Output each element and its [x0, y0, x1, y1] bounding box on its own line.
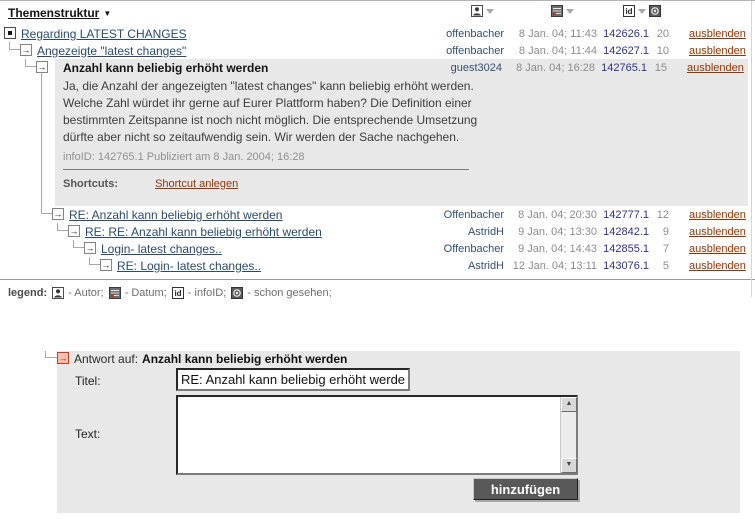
thread-title-link[interactable]: Regarding LATEST CHANGES: [21, 26, 187, 41]
ausblenden-link[interactable]: ausblenden: [687, 61, 744, 74]
tree-node-arrow-icon[interactable]: [84, 242, 96, 254]
titel-input[interactable]: [176, 368, 410, 391]
caret-down-icon: [99, 6, 111, 20]
divider: [0, 279, 755, 280]
hide-action-cell: [689, 243, 749, 255]
titel-label: Titel:: [75, 374, 101, 388]
info-id: 142627.1: [603, 44, 649, 57]
ausblenden-link[interactable]: ausblenden: [689, 208, 746, 221]
legend-bar: [8, 287, 755, 299]
author-icon: [52, 287, 64, 299]
table-row: [0, 206, 755, 223]
tree-node-arrow-icon[interactable]: [36, 61, 48, 73]
info-id: 142765.1: [601, 61, 647, 74]
row-meta-columns: [420, 260, 749, 272]
reply-arrow-icon: [57, 352, 69, 364]
reply-form-panel: [57, 351, 740, 513]
hide-action-cell: [689, 226, 749, 238]
text-label: Text:: [75, 427, 101, 441]
scrollbar[interactable]: [560, 397, 576, 473]
id-icon: [623, 5, 635, 17]
legend-item: [231, 287, 331, 299]
table-row: [0, 25, 755, 42]
post-date: 8 Jan. 04; 16:28: [516, 61, 595, 74]
expanded-post-title: Anzahl kann beliebig erhöht werden: [63, 60, 269, 75]
tree-connector-line: [25, 59, 36, 67]
post-body-text: Ja, die Anzahl der angezeigten "latest changes" kann beliebig erhöht werden. Welche Zahl würdet ihr gerne auf Eurer Plattform haben? Die Definition einer bestimmten Zeitspanne ist noch nicht möglich. Die entsprechende Umsetzung dürfte aber nicht so zeitaufwendig sein. Wir werden der Sache nachgehen.: [63, 79, 478, 144]
author-name: offenbacher: [446, 44, 504, 57]
info-id: 142855.1: [603, 242, 649, 255]
thread-tree-top: [0, 25, 755, 59]
ausblenden-link[interactable]: ausblenden: [689, 27, 746, 40]
author-icon: [471, 5, 483, 17]
legend-item: [172, 287, 227, 299]
post-date: 8 Jan. 04; 11:43: [518, 27, 597, 40]
hinzufuegen-button[interactable]: hinzufügen: [473, 478, 578, 500]
reply-target-title: Anzahl kann beliebig erhöht werden: [142, 352, 348, 366]
tree-connector-line: [89, 257, 100, 265]
table-row: [0, 257, 755, 274]
scroll-down-icon[interactable]: ▼: [561, 458, 577, 473]
table-row: [0, 223, 755, 240]
tree-connector-line: [41, 206, 52, 214]
shortcuts-row: [63, 178, 748, 190]
date-icon: [109, 287, 121, 299]
seen-count: 5: [662, 259, 669, 272]
info-id: 143076.1: [603, 259, 649, 272]
date-icon: [551, 5, 563, 17]
seen-icon: [649, 5, 661, 17]
info-id: 142842.1: [603, 225, 649, 238]
legend-item: [109, 287, 167, 299]
hide-action-cell: [689, 45, 749, 57]
info-id: 142777.1: [603, 208, 649, 221]
divider: [63, 169, 469, 170]
table-row: [0, 240, 755, 257]
sort-down-icon: [638, 9, 646, 14]
ausblenden-link[interactable]: ausblenden: [689, 259, 746, 272]
author-name: Offenbacher: [443, 242, 504, 255]
tree-vertical-line: [41, 73, 42, 206]
author-name: Offenbacher: [443, 208, 504, 221]
seen-icon: [231, 287, 243, 299]
hide-action-cell: [689, 260, 749, 272]
thread-title-link[interactable]: RE: RE: Anzahl kann beliebig erhöht werden: [85, 224, 322, 239]
post-date: 8 Jan. 04; 11:44: [518, 44, 597, 57]
thread-title-link[interactable]: Login- latest changes..: [101, 241, 222, 256]
seen-count: 20: [656, 27, 669, 40]
hide-action-cell: [689, 209, 749, 221]
expanded-post-section: [0, 59, 755, 206]
thread-title-link[interactable]: RE: Login- latest changes..: [117, 258, 262, 273]
legend-item-text: - Autor;: [68, 287, 104, 299]
tree-node-arrow-icon[interactable]: [68, 225, 80, 237]
ausblenden-link[interactable]: ausblenden: [689, 242, 746, 255]
tree-connector-line: [45, 351, 57, 358]
svg-text:id: id: [174, 289, 182, 298]
shortcuts-label: Shortcuts:: [63, 178, 118, 190]
seen-count: 7: [662, 242, 669, 255]
sort-by-author-header[interactable]: [471, 5, 494, 17]
row-meta-columns: [420, 45, 749, 57]
thread-title-link[interactable]: Angezeigte "latest changes": [37, 43, 187, 58]
post-date: 9 Jan. 04; 14:43: [518, 242, 597, 255]
tree-root-icon[interactable]: [4, 27, 16, 39]
author-name: offenbacher: [446, 27, 504, 40]
info-id: 142626.1: [603, 27, 649, 40]
tree-connector-line: [57, 223, 68, 231]
expanded-post-panel: [55, 59, 748, 206]
seen-count: 10: [656, 44, 669, 57]
tree-connector-line: [73, 240, 84, 248]
ausblenden-link[interactable]: ausblenden: [689, 44, 746, 57]
seen-count: 15: [654, 61, 667, 74]
text-area-frame: [176, 395, 578, 475]
post-meta-line: infoID: 142765.1 Publiziert am 8 Jan. 2004; 16:28: [63, 151, 305, 163]
svg-text:id: id: [625, 7, 633, 16]
sort-down-icon: [566, 9, 574, 14]
tree-node-arrow-icon[interactable]: [20, 44, 32, 56]
ausblenden-link[interactable]: ausblenden: [689, 225, 746, 238]
seen-count: 9: [662, 225, 669, 238]
themenstruktur-menu[interactable]: Themenstruktur ▼: [8, 6, 111, 20]
author-name: AstridH: [467, 259, 504, 272]
thread-tree-replies: [0, 206, 755, 274]
expanded-post-header-row: [55, 59, 748, 76]
row-meta-columns: [420, 28, 749, 40]
sort-down-icon: [486, 9, 494, 14]
legend-item-text: - schon gesehen;: [247, 287, 332, 299]
seen-count: 12: [656, 208, 669, 221]
legend-label: legend:: [8, 287, 48, 299]
legend-item-text: - infoID;: [187, 287, 227, 299]
row-meta-columns: [420, 226, 749, 238]
tree-node-arrow-icon[interactable]: [100, 259, 112, 271]
hide-action-cell: [689, 28, 749, 40]
seen-column-header[interactable]: [649, 5, 661, 17]
tree-connector-line: [9, 42, 20, 50]
reply-form-heading: [74, 352, 347, 366]
tree-node-arrow-icon[interactable]: [52, 208, 64, 220]
sort-by-date-header[interactable]: [551, 5, 574, 17]
header-bar: [0, 1, 755, 25]
row-meta-columns: [418, 62, 747, 74]
id-icon: [172, 287, 184, 299]
table-row: [0, 42, 755, 59]
sort-by-id-header[interactable]: [623, 5, 646, 17]
hide-action-cell: [687, 62, 747, 74]
legend-item: [52, 287, 103, 299]
row-meta-columns: [420, 243, 749, 255]
author-name: guest3024: [450, 61, 502, 74]
legend-item-text: - Datum;: [124, 287, 167, 299]
shortcut-anlegen-link[interactable]: Shortcut anlegen: [155, 178, 239, 190]
scroll-up-icon[interactable]: ▲: [561, 397, 577, 412]
author-name: AstridH: [467, 225, 504, 238]
thread-title-link[interactable]: RE: Anzahl kann beliebig erhöht werden: [69, 207, 283, 222]
post-date: 12 Jan. 04; 13:11: [512, 259, 597, 272]
antwort-auf-label: Antwort auf:: [74, 352, 139, 366]
text-input[interactable]: [178, 397, 560, 473]
row-meta-columns: [420, 209, 749, 221]
post-date: 9 Jan. 04; 13:30: [518, 225, 597, 238]
post-date: 8 Jan. 04; 20:30: [518, 208, 597, 221]
